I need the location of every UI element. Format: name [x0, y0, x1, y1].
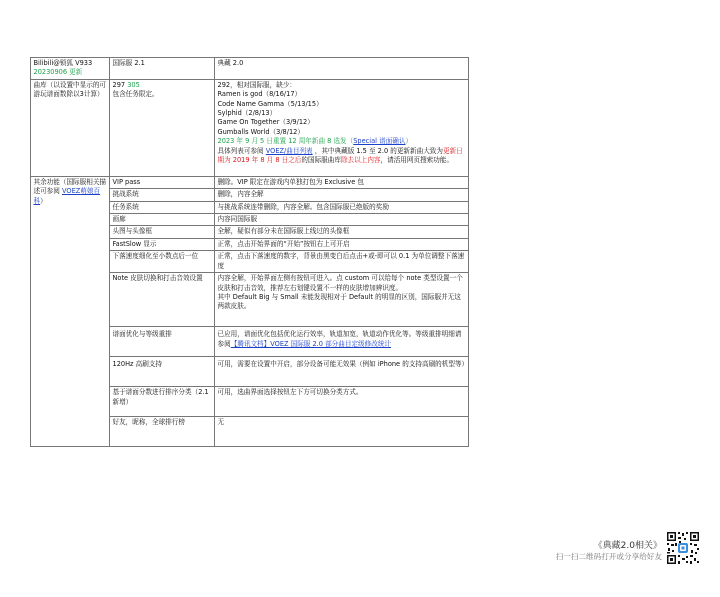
- feature-intl: 好友，昵称，全球排行榜: [110, 417, 215, 447]
- feature-classic: 可用，选曲界面选择按钮左下方可切换分类方式。: [215, 387, 469, 417]
- feature-intl: 120Hz 高刷支持: [110, 357, 215, 387]
- footer-title: 《典藏2.0相关》: [593, 541, 662, 551]
- list-red-exclude: 除去以上内容: [340, 156, 381, 165]
- feature-classic: 与挑战系统连带删除，内容全解。包含国际服已绝版的奖励: [215, 201, 469, 213]
- others-label: 其余功能（国际服相关描述可参阅 VOEZ萌娘百科）: [31, 176, 110, 446]
- classic-header: 典藏 2.0: [215, 58, 469, 80]
- feature-intl: 下落速度细化至小数点后一位: [110, 251, 215, 273]
- songs-label: 曲库（以设置中显示的可游玩谱面数除以3计算）: [31, 79, 110, 176]
- update-date: 20230906 更新: [33, 68, 83, 77]
- source-cell: [31, 58, 110, 80]
- tencent-doc-link[interactable]: 【腾讯文档】VOEZ 国际服 2.0 部分曲目定级修改统计: [230, 339, 392, 348]
- feature-intl: Note 皮肤切换和打击音效设置: [110, 273, 215, 327]
- source-label: Bilibili@锁狐 V933: [33, 59, 93, 67]
- list-tail: ，请活用网页搜索功能。: [380, 156, 454, 165]
- list-mid: ，其中典藏版 1.5 至 2.0 的更新新曲大致为: [312, 146, 443, 155]
- feature-classic: 正常，点击开始界面的“开始”按钮右上可开启: [215, 238, 469, 250]
- list-prefix: 具体列表可参阅: [217, 146, 266, 155]
- missing-song: Gumballs World（3/8/12）: [217, 127, 304, 136]
- songs-classic-cell: [215, 79, 469, 176]
- missing-song: Sylphid（2/8/13）: [217, 109, 277, 118]
- missing-song: Game On Together（3/9/12）: [217, 118, 314, 127]
- classic-songs-line: 292，相对国际服，缺少：: [217, 80, 297, 89]
- feature-classic: 删除，内容全解: [215, 189, 469, 201]
- qr-code-icon[interactable]: [666, 531, 700, 565]
- special-chart-link[interactable]: Special 谱面确认: [353, 137, 406, 146]
- feature-classic: 全解，疑似有部分未在国际服上线过的头像框: [215, 226, 469, 238]
- header-row: [31, 58, 469, 80]
- feature-intl: 基于谱面分数进行排序分类（2.1 新增）: [110, 387, 215, 417]
- feature-classic: 正常，点击下落速度的数字，背景由黑变白后点击+或-即可以 0.1 为单位调整下落速度: [215, 251, 469, 273]
- feature-intl: 头图与头像框: [110, 226, 215, 238]
- footer-subtitle: 扫一扫二维码打开或分享给好友: [555, 552, 662, 561]
- feature-intl: 任务系统: [110, 201, 215, 213]
- songs-row: [31, 79, 469, 176]
- feature-classic: 内容同国际服: [215, 214, 469, 226]
- list-mid2: 的国际服曲库: [301, 156, 341, 165]
- feature-classic: 可用，需要在设置中开启，部分设备可能无效果（例如 iPhone 的支持高刷的机型等）: [215, 357, 469, 387]
- feature-intl: FastSlow 显示: [110, 238, 215, 250]
- moegirl-link[interactable]: VOEZ萌娘百科: [33, 187, 101, 205]
- comparison-table: [30, 57, 469, 447]
- feature-classic: 删除。VIP 限定在游戏内单独打包为 Exclusive 包: [215, 176, 469, 188]
- feature-classic: 无: [215, 417, 469, 447]
- intl-count-b: 305: [127, 80, 140, 89]
- feature-classic: 已应用，谱面优化包括优化运行效率，轨道加宽，轨道动作优化等。等级重排明细请参阅【腾讯文档】VOEZ 国际服 2.0 部分曲目定级修改统计: [215, 327, 469, 357]
- feature-intl: 挑战系统: [110, 189, 215, 201]
- list-red-date: 更新日期为 2019 年 8 月 8 日之后: [217, 146, 463, 165]
- song-list-link[interactable]: VOEZ/曲目列表: [265, 146, 313, 155]
- intl-note: 包含任务限定。: [112, 90, 159, 99]
- feature-row: [31, 176, 469, 188]
- songs-intl-cell: [110, 79, 215, 176]
- feature-intl: 画廊: [110, 214, 215, 226]
- update-note: 2023 年 9 月 5 日重置 12 周年新曲 8 选发（: [217, 137, 354, 146]
- intl-count-a: 297: [112, 80, 126, 89]
- intl-header: 国际服 2.1: [110, 58, 215, 80]
- missing-song: Code Name Gamma（5/13/15）: [217, 99, 323, 108]
- feature-intl: 谱面优化与等级重排: [110, 327, 215, 357]
- update-note-tail: ）: [405, 137, 413, 146]
- missing-song: Ramen is god（8/16/17）: [217, 90, 302, 99]
- feature-classic: 内容全解，开始界面左侧有按钮可进入。点 custom 可以给每个 note 类型设置一个皮肤和打击音效，推荐左右划键设置不一样的皮肤增加辨识度。 其中 Default Big 与 Small 未能发现相对于 Default 的明显的区别，国际服并无这两款皮肤。: [215, 273, 469, 327]
- feature-intl: VIP pass: [110, 176, 215, 188]
